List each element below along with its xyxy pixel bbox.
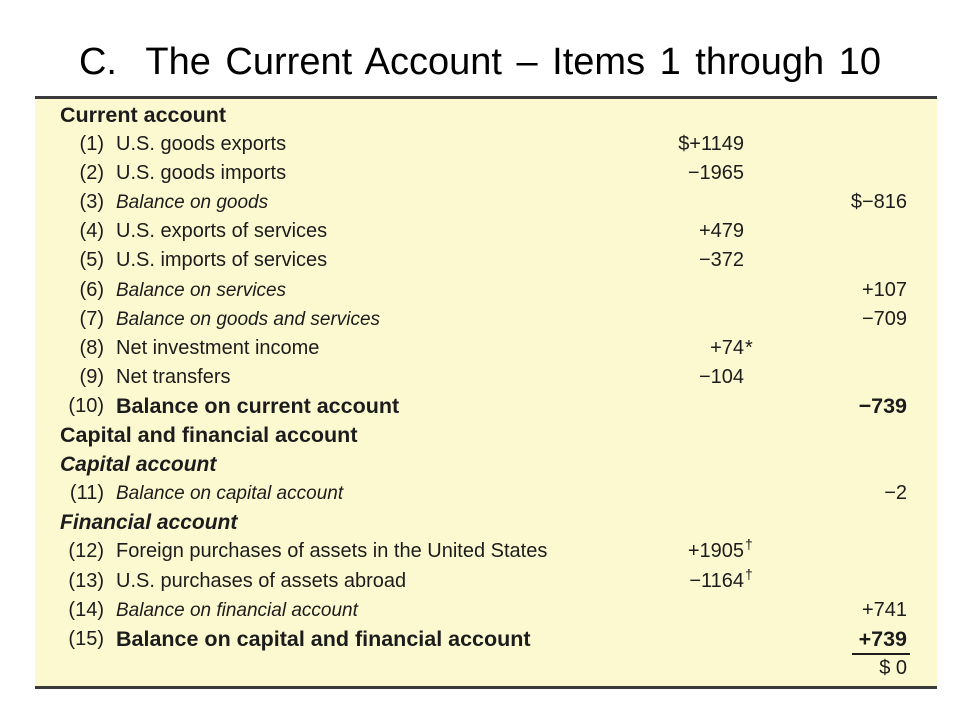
- column-1-value: +479: [698, 220, 744, 243]
- section-heading-capital-and-financial-account: [35, 421, 937, 450]
- row-net-transfers: [35, 363, 937, 392]
- row-balance-on-goods: [35, 188, 937, 217]
- item-label: Balance on goods and services: [116, 308, 381, 330]
- amount-with-note: [687, 536, 753, 566]
- footnote-mark: *: [745, 336, 753, 359]
- item-label: U.S. purchases of assets abroad: [116, 569, 407, 592]
- amount-with-note: [710, 334, 753, 363]
- row-overall-balance: [35, 654, 937, 683]
- item-number: (15): [68, 627, 104, 650]
- balance-of-payments-table: [35, 96, 937, 689]
- item-number: (1): [79, 133, 104, 156]
- column-2-value: +739: [858, 626, 907, 651]
- column-2-value: $−816: [850, 191, 907, 214]
- column-1-value: [624, 536, 753, 566]
- column-2-value: −709: [861, 307, 907, 330]
- section-heading-current-account: [35, 101, 937, 130]
- row-balance-on-services: [35, 276, 937, 305]
- item-label: U.S. exports of services: [116, 220, 328, 243]
- item-number: (13): [68, 569, 104, 592]
- amount-with-note: [689, 565, 753, 596]
- column-2-value: +107: [861, 278, 907, 301]
- item-label: Balance on capital and financial account: [116, 626, 531, 651]
- row-net-investment-income: [35, 334, 937, 363]
- row-us-goods-imports: [35, 159, 937, 188]
- row-us-exports-of-services: [35, 217, 937, 246]
- item-label: Foreign purchases of assets in the United States: [116, 540, 548, 563]
- item-number: (3): [79, 191, 104, 214]
- column-1-value: −372: [698, 249, 744, 272]
- column-2-value: −739: [858, 393, 907, 418]
- row-balance-on-capital-account: [35, 479, 937, 508]
- item-label: Balance on financial account: [116, 599, 358, 621]
- item-number: (9): [79, 365, 104, 388]
- row-us-goods-exports: [35, 130, 937, 159]
- column-1-value: −1965: [687, 162, 744, 185]
- item-number: (12): [68, 540, 104, 563]
- item-label: Balance on capital account: [116, 483, 344, 505]
- column-2-value: $ 0: [879, 656, 907, 679]
- item-label: U.S. goods exports: [116, 133, 287, 156]
- item-number: (7): [79, 307, 104, 330]
- subsection-heading-financial-account: [35, 508, 937, 537]
- amount: −1164: [689, 569, 744, 592]
- item-number: (11): [69, 482, 104, 505]
- item-label: Balance on services: [116, 279, 287, 301]
- item-label: Net investment income: [116, 336, 320, 359]
- footnote-mark: †: [745, 565, 753, 582]
- section-heading: Current account: [60, 103, 227, 127]
- item-number: (2): [79, 162, 104, 185]
- item-label: Net transfers: [116, 365, 231, 388]
- column-2-value: +741: [861, 598, 907, 621]
- subsection-heading: Financial account: [60, 511, 238, 535]
- column-1-value: [624, 334, 753, 363]
- row-balance-on-financial-account: [35, 596, 937, 625]
- section-heading: Capital and financial account: [60, 423, 358, 448]
- item-number: (10): [68, 394, 104, 417]
- row-us-imports-of-services: [35, 246, 937, 275]
- row-balance-on-current-account: [35, 392, 937, 421]
- slide-title: C. The Current Account – Items 1 through 10: [78, 41, 882, 83]
- row-balance-on-capital-and-financial-account: [35, 625, 937, 654]
- amount: +74: [710, 336, 744, 359]
- row-foreign-purchases-of-us-assets: [35, 537, 937, 566]
- item-number: (6): [79, 278, 104, 301]
- item-number: (8): [79, 336, 104, 359]
- column-1-value: −104: [698, 365, 744, 388]
- subsection-heading-capital-account: [35, 450, 937, 479]
- item-number: (5): [79, 249, 104, 272]
- subsection-heading: Capital account: [60, 453, 217, 477]
- item-label: U.S. goods imports: [116, 162, 287, 185]
- column-1-value: $+1149: [678, 133, 744, 156]
- column-2-value: −2: [884, 482, 907, 505]
- item-number: (4): [79, 220, 104, 243]
- table-body: [35, 101, 937, 683]
- row-balance-on-goods-and-services: [35, 305, 937, 334]
- item-label: U.S. imports of services: [116, 249, 328, 272]
- amount: +1905: [687, 540, 744, 563]
- item-number: (14): [68, 598, 104, 621]
- row-us-purchases-of-assets-abroad: [35, 567, 937, 596]
- footnote-mark: †: [745, 536, 753, 553]
- item-label: Balance on goods: [116, 192, 269, 214]
- item-label: Balance on current account: [116, 393, 400, 418]
- column-1-value: [624, 565, 753, 596]
